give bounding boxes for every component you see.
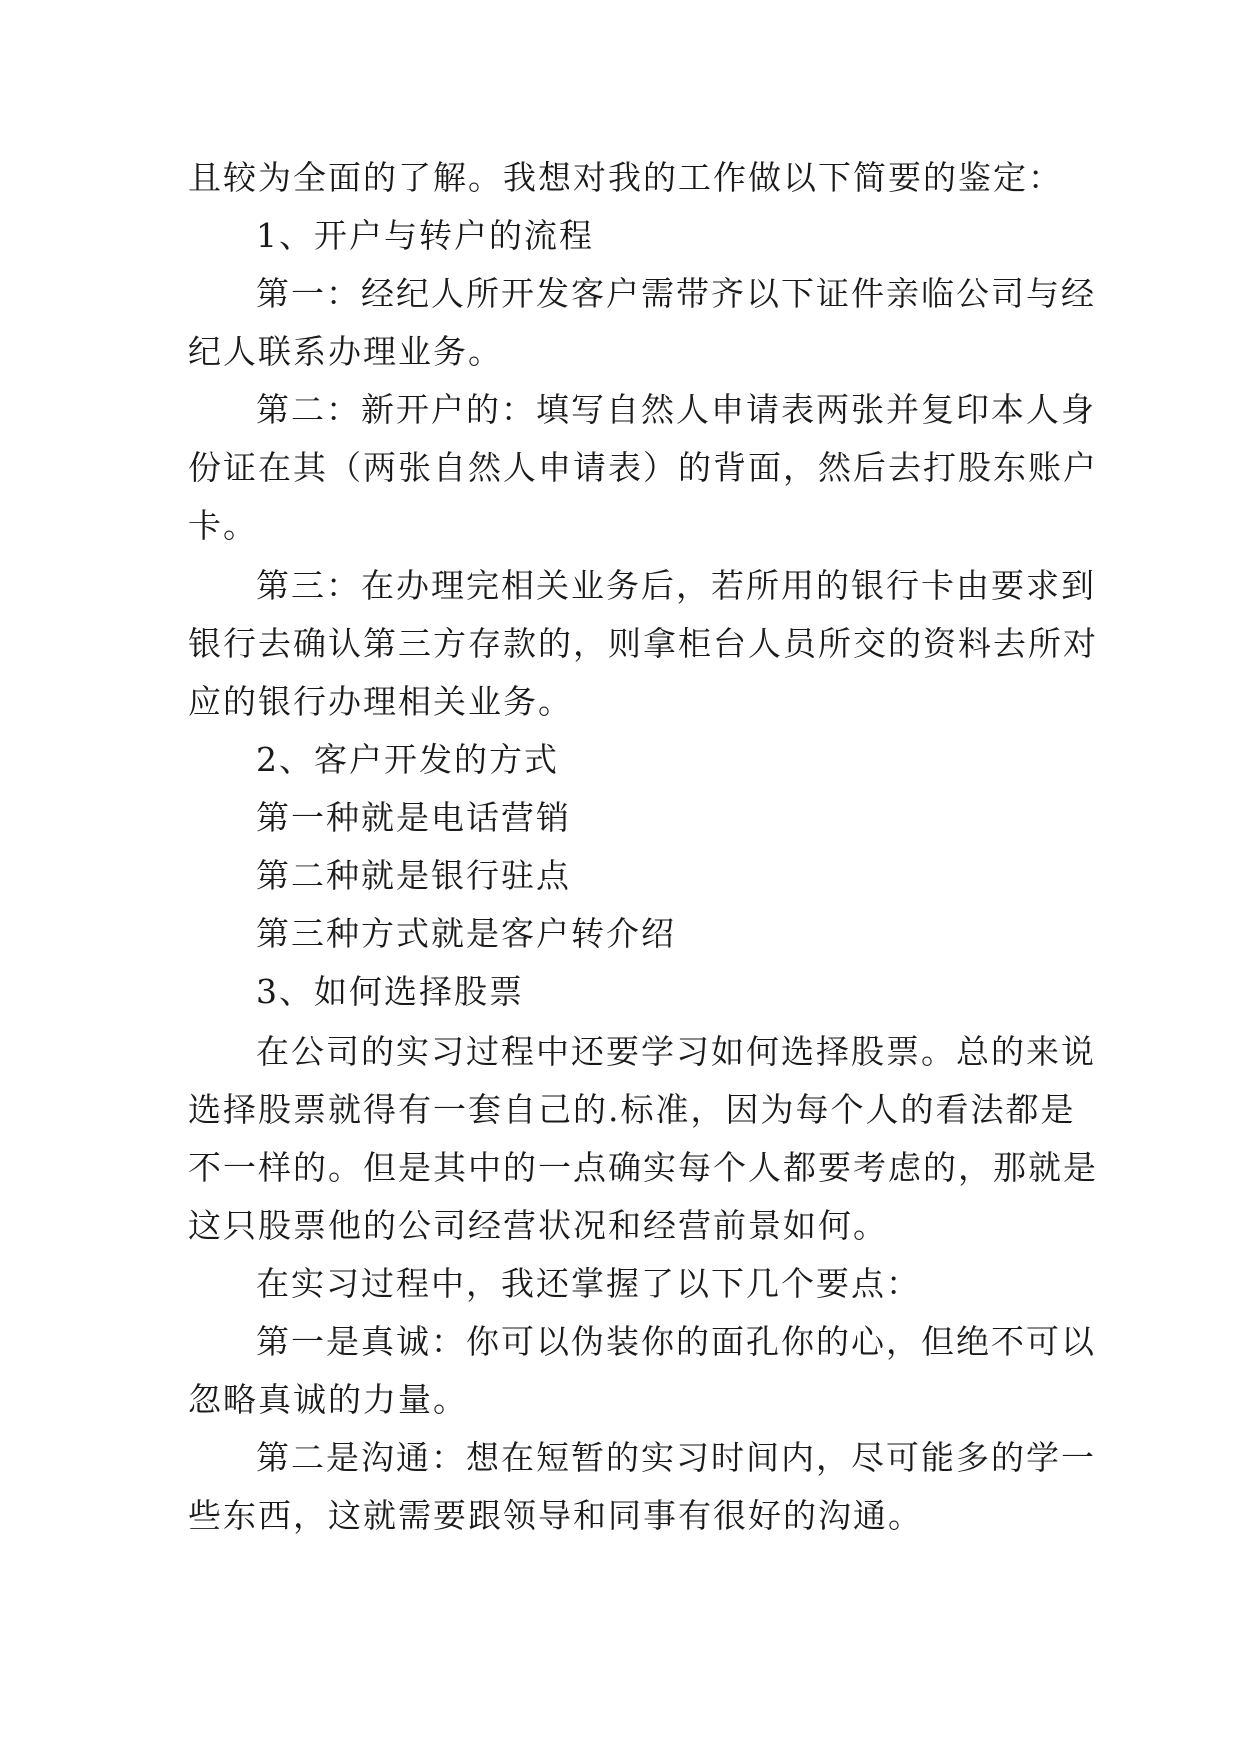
text-line: 纪人联系办理业务。 [188,332,503,371]
text-line: 2、客户开发的方式 [256,740,559,779]
text-line: 第一：经纪人所开发客户需带齐以下证件亲临公司与经 [256,274,1096,313]
text-line: 第一种就是电话营销 [256,798,571,837]
text-line: 且较为全面的了解。我想对我的工作做以下简要的鉴定： [188,158,1063,197]
text-line: 不一样的。但是其中的一点确实每个人都要考虑的，那就是 [188,1148,1098,1187]
text-line: 第一是真诚：你可以伪装你的面孔你的心，但绝不可以 [256,1322,1096,1361]
text-line: 第三：在办理完相关业务后，若所用的银行卡由要求到 [256,566,1096,605]
text-line: 些东西，这就需要跟领导和同事有很好的沟通。 [188,1496,923,1535]
text-line: 银行去确认第三方存款的，则拿柜台人员所交的资料去所对 [188,624,1098,663]
text-line: 应的银行办理相关业务。 [188,682,573,721]
text-line: 第三种方式就是客户转介绍 [256,914,676,953]
text-line: 在实习过程中，我还掌握了以下几个要点： [256,1264,921,1303]
text-line: 选择股票就得有一套自己的.标准，因为每个人的看法都是 [188,1090,1076,1129]
text-line: 忽略真诚的力量。 [188,1380,468,1419]
text-line: 3、如何选择股票 [256,972,524,1011]
text-line: 第二：新开户的：填写自然人申请表两张并复印本人身 [256,390,1096,429]
text-line: 第二是沟通：想在短暂的实习时间内，尽可能多的学一 [256,1438,1096,1477]
text-line: 1、开户与转户的流程 [256,216,594,255]
text-line: 第二种就是银行驻点 [256,856,571,895]
text-line: 在公司的实习过程中还要学习如何选择股票。总的来说 [256,1032,1096,1071]
text-line: 卡。 [188,506,258,545]
text-line: 份证在其（两张自然人申请表）的背面，然后去打股东账户 [188,448,1098,487]
text-line: 这只股票他的公司经营状况和经营前景如何。 [188,1206,888,1245]
